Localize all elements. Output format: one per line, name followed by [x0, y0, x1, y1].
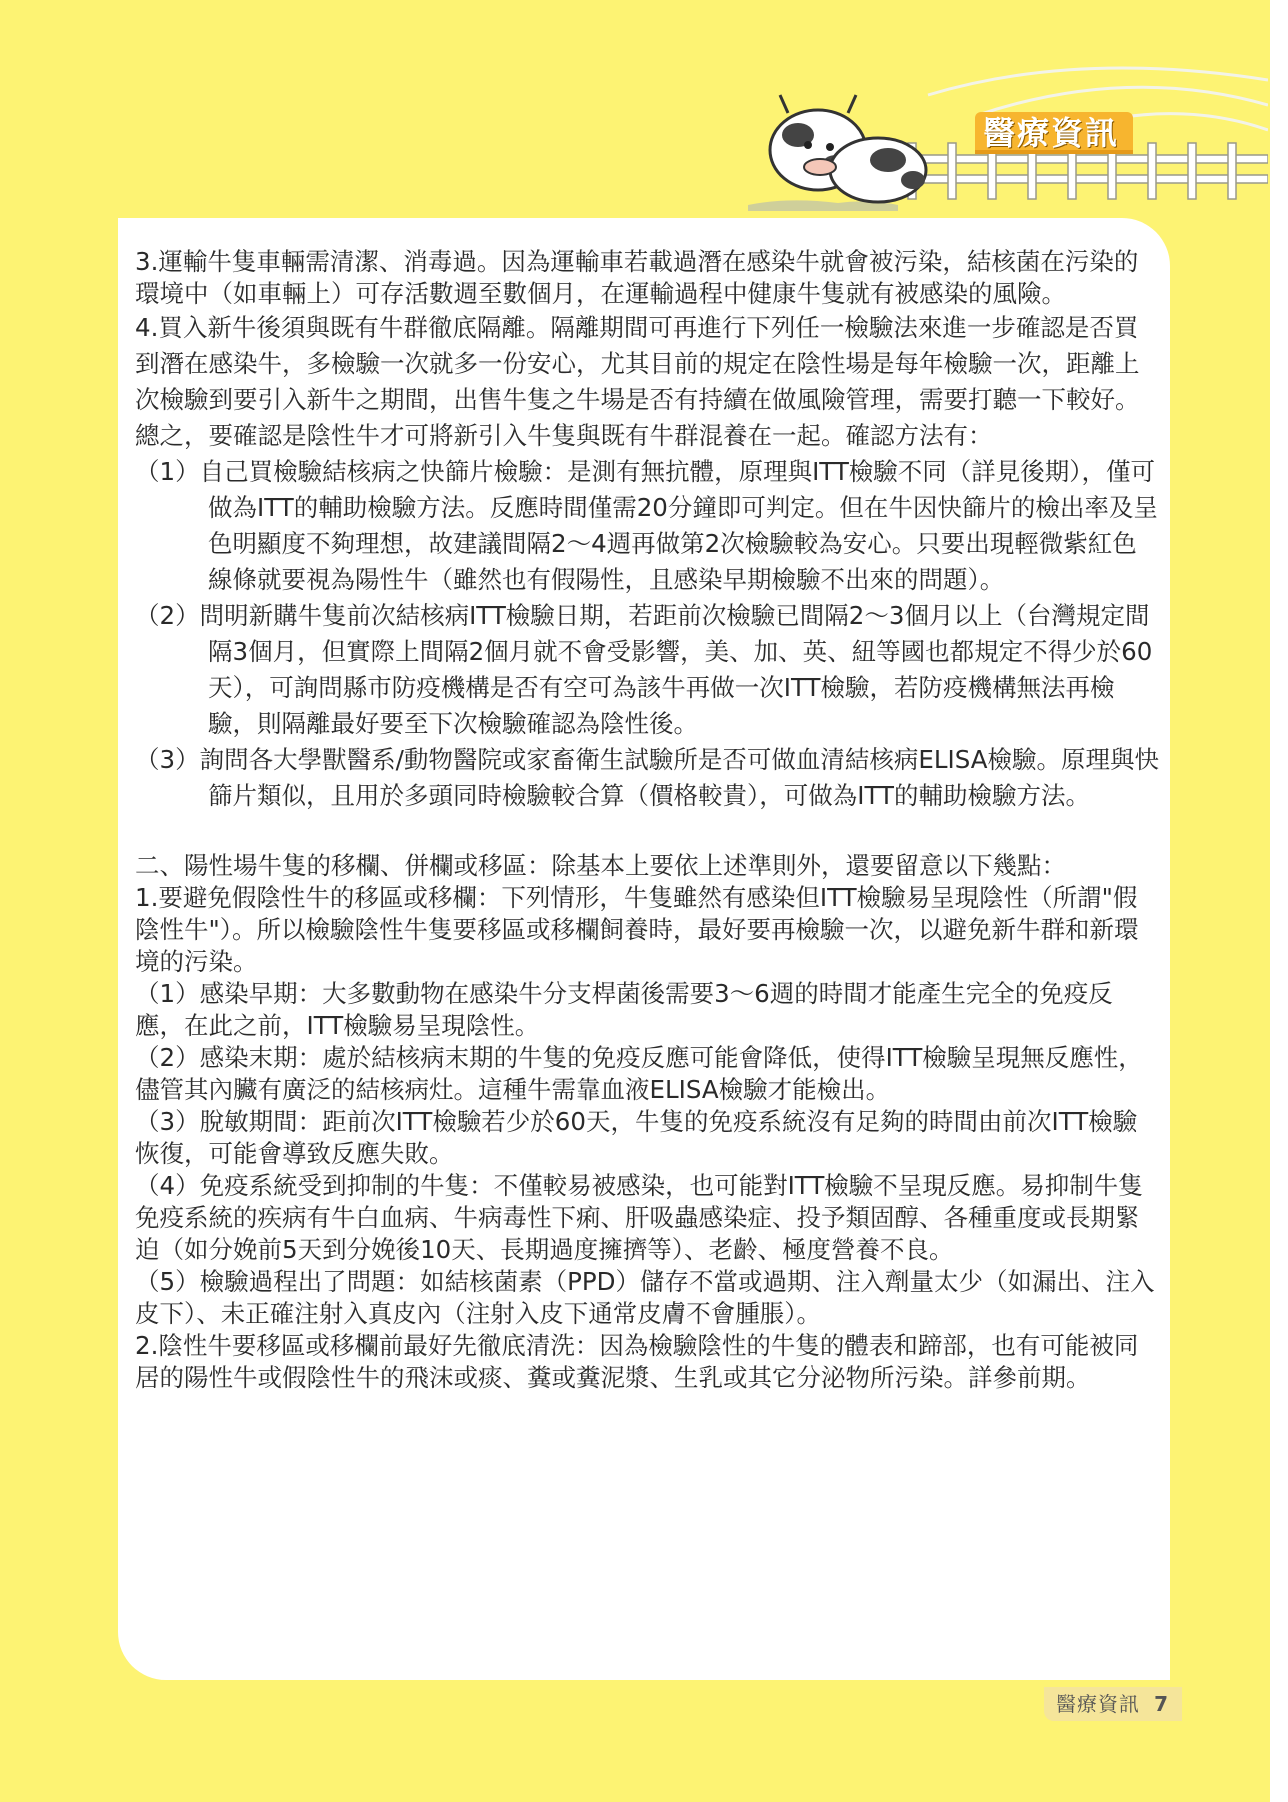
page-number: 7	[1154, 1692, 1168, 1716]
section-spacer	[135, 814, 1160, 850]
list-item: （3）脫敏期間：距前次ITT檢驗若少於60天，牛隻的免疫系統沒有足夠的時間由前次ITT檢驗恢復，可能會導致反應失敗。	[135, 1107, 1138, 1168]
list-item: （2）問明新購牛隻前次結核病ITT檢驗日期，若距前次檢驗已間隔2～3個月以上（台灣規定間隔3個月，但實際上間隔2個月就不會受影響，美、加、英、紐等國也都規定不得少於60天），可詢問縣市防疫機構是否有空可為該牛再做一次ITT檢驗，若防疫機構無法再檢驗，則隔離最好要至下次檢驗確認為陰性後。	[135, 601, 1153, 738]
cow-icon	[770, 95, 926, 202]
article-body	[135, 246, 1160, 1394]
paragraph: 3.運輸牛隻車輛需清潔、消毒過。因為運輸車若載過潛在感染牛就會被污染，結核菌在污染的環境中（如車輛上）可存活數週至數個月，在運輸過程中健康牛隻就有被感染的風險。	[135, 247, 1139, 308]
paragraph: 1.要避免假陰性牛的移區或移欄：下列情形，牛隻雖然有感染但ITT檢驗易呈現陰性（所謂"假陰性牛"）。所以檢驗陰性牛隻要移區或移欄飼養時，最好要再檢驗一次，以避免新牛群和新環境的污染。	[135, 883, 1139, 976]
footer-section-label: 醫療資訊	[1056, 1692, 1140, 1716]
paragraph: 2.陰性牛要移區或移欄前最好先徹底清洗：因為檢驗陰性的牛隻的體表和蹄部，也有可能被同居的陽性牛或假陰性牛的飛沫或痰、糞或糞泥漿、生乳或其它分泌物所污染。詳參前期。	[135, 1331, 1139, 1392]
page-edge-strip	[1270, 0, 1288, 1802]
list-item: （1）感染早期：大多數動物在感染牛分支桿菌後需要3～6週的時間才能產生完全的免疫反應，在此之前，ITT檢驗易呈現陰性。	[135, 979, 1113, 1040]
paragraph: 4.買入新牛後須與既有牛群徹底隔離。隔離期間可再進行下列任一檢驗法來進一步確認是否買到潛在感染牛，多檢驗一次就多一份安心，尤其目前的規定在陰性場是每年檢驗一次，距離上次檢驗到要引入新牛之期間，出售牛隻之牛場是否有持續在做風險管理，需要打聽一下較好。總之，要確認是陰性牛才可將新引入牛隻與既有牛群混養在一起。確認方法有：	[135, 313, 1140, 450]
list-item: （1）自己買檢驗結核病之快篩片檢驗：是測有無抗體，原理與ITT檢驗不同（詳見後期），僅可做為ITT的輔助檢驗方法。反應時間僅需20分鐘即可判定。但在牛因快篩片的檢出率及呈色明顯度不夠理想，故建議間隔2～4週再做第2次檢驗較為安心。只要出現輕微紫紅色線條就要視為陽性牛（雖然也有假陽性，且感染早期檢驗不出來的問題）。	[135, 457, 1158, 594]
list-item: （4）免疫系統受到抑制的牛隻：不僅較易被感染，也可能對ITT檢驗不呈現反應。易抑制牛隻免疫系統的疾病有牛白血病、牛病毒性下痢、肝吸蟲感染症、投予類固醇、各種重度或長期緊迫（如分娩前5天到分娩後10天、長期過度擁擠等）、老齡、極度營養不良。	[135, 1171, 1143, 1264]
footer-page-tab	[1044, 1687, 1182, 1721]
list-item: （5）檢驗過程出了問題：如結核菌素（PPD）儲存不當或過期、注入劑量太少（如漏出、注入皮下）、未正確注射入真皮內（注射入皮下通常皮膚不會腫脹）。	[135, 1267, 1155, 1328]
list-item: （3）詢問各大學獸醫系/動物醫院或家畜衛生試驗所是否可做血清結核病ELISA檢驗。原理與快篩片類似，且用於多頭同時檢驗較合算（價格較貴），可做為ITT的輔助檢驗方法。	[135, 745, 1159, 810]
section-heading: 二、陽性場牛隻的移欄、併欄或移區：除基本上要依上述準則外，還要留意以下幾點：	[135, 851, 1066, 880]
section-title-tab: 醫療資訊	[975, 112, 1133, 154]
list-item: （2）感染末期：處於結核病末期的牛隻的免疫反應可能會降低，使得ITT檢驗呈現無反應性，儘管其內臟有廣泛的結核病灶。這種牛需靠血液ELISA檢驗才能檢出。	[135, 1043, 1143, 1104]
